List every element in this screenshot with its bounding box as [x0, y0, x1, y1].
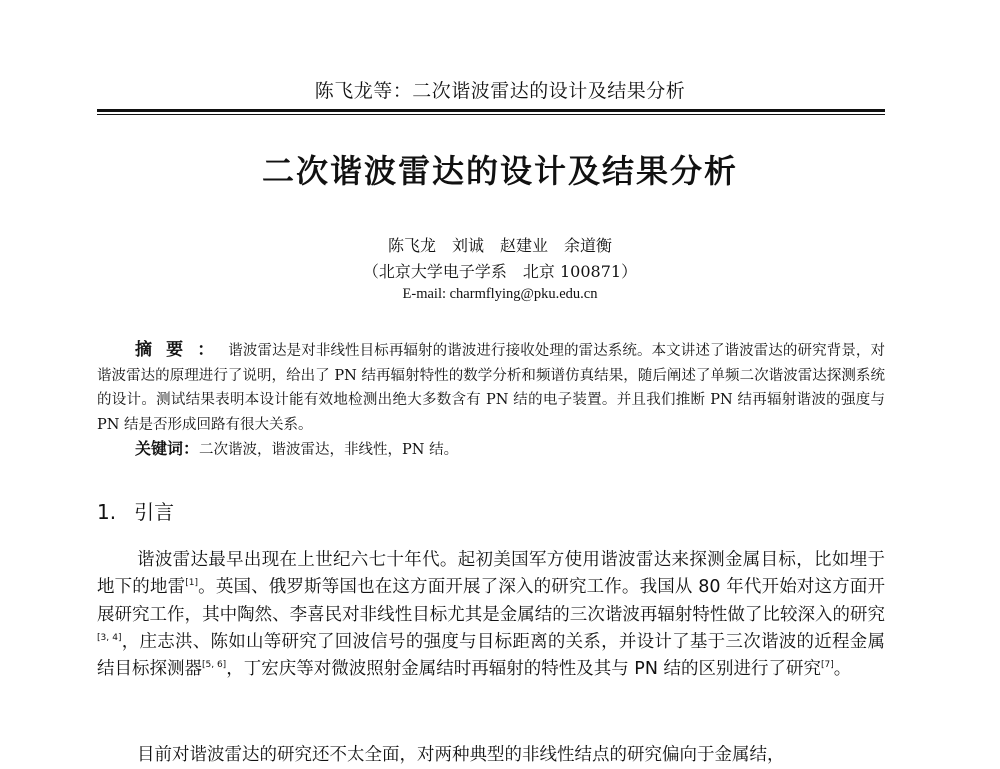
citation: [5, 6] [202, 660, 227, 671]
body-paragraph [97, 547, 885, 683]
citation: [1] [185, 578, 199, 589]
paragraph-text: 。英国、俄罗斯等国也在这方面开展了深入的研究工作。我国从 80 年代开始对这方面开展研究工作，其中陶然、李喜民对非线性目标尤其是金属结的三次谐波再辐射特性做了比较深入的研究 [97, 577, 885, 625]
header-rule-thick [97, 109, 885, 112]
affiliation: （北京大学电子学系 北京 100871） [362, 262, 638, 281]
author-email: E-mail: charmflying@pku.edu.cn [402, 286, 598, 302]
section-number: 1. [97, 500, 117, 524]
author-list: 陈飞龙 刘诚 赵建业 余道衡 [387, 236, 612, 255]
section-title: 引言 [134, 500, 175, 524]
section-heading [97, 496, 174, 525]
abstract [97, 338, 885, 437]
running-header: 陈飞龙等：二次谐波雷达的设计及结果分析 [314, 80, 686, 102]
body-paragraph: 目前对谐波雷达的研究还不太全面，对两种典型的非线性结点的研究偏向于金属结， [137, 745, 785, 765]
keywords-text: 二次谐波，谐波雷达，非线性，PN 结。 [199, 442, 459, 458]
keywords [135, 437, 885, 462]
abstract-label: 摘要： [135, 340, 229, 360]
paragraph-text: 谐波雷达最早出现在上世纪六七十年代。起初美国军方使用谐波雷达来探测金属目标，比如埋于地下的地雷 [97, 550, 885, 598]
abstract-text: 谐波雷达是对非线性目标再辐射的谐波进行接收处理的雷达系统。本文讲述了谐波雷达的研究背景，对谐波雷达的原理进行了说明，给出了 PN 结再辐射特性的数学分析和频谱仿真结果，随后阐述了单频二次谐波雷达探测系统的设计。测试结果表明本设计能有效地检测出绝大多数含有 PN 结的电子装置。并且我们推断 PN 结再辐射谐波的强度与 PN 结是否形成回路有很大关系。 [97, 343, 886, 433]
paragraph-text: 。 [833, 659, 852, 680]
citation: [7] [820, 660, 834, 671]
header-rule-thin [97, 114, 885, 115]
citation: [3, 4] [97, 633, 122, 644]
paragraph-text: ，丁宏庆等对微波照射金属结时再辐射的特性及其与 PN 结的区别进行了研究 [226, 659, 821, 680]
paragraph-text: ，庄志洪、陈如山等研究了回波信号的强度与目标距离的关系，并设计了基于三次谐波的近程金属结目标探测器 [97, 631, 885, 680]
paper-title: 二次谐波雷达的设计及结果分析 [261, 152, 738, 190]
keywords-label: 关键词： [135, 439, 200, 458]
